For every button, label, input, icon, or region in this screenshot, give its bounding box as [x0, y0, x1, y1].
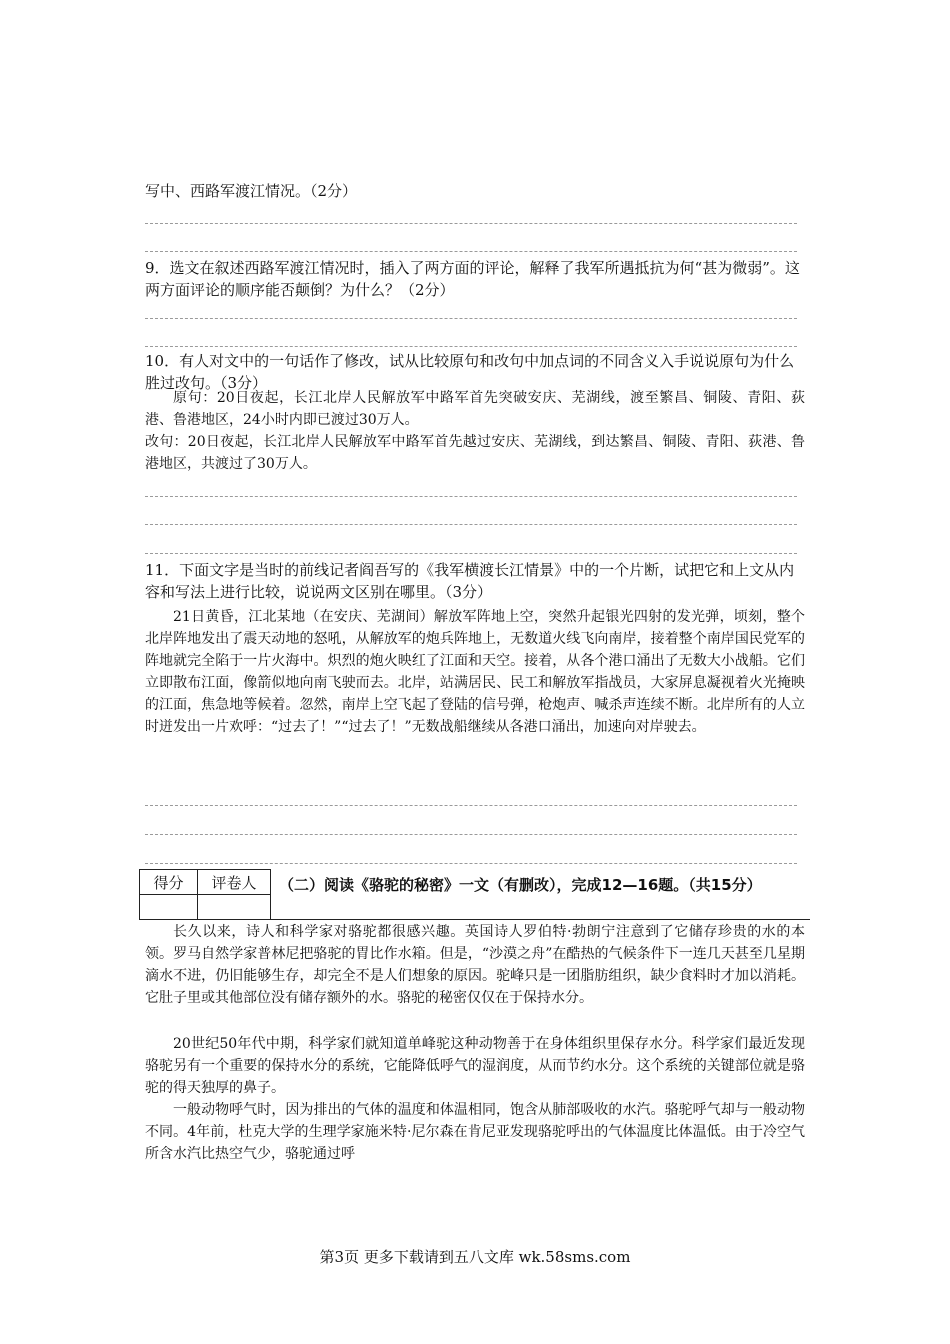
question-11: 11．下面文字是当时的前线记者阎吾写的《我军横渡长江情景》中的一个片断，试把它和上文从内容和写法上进行比较，说说两文区别在哪里。（3分） — [145, 561, 795, 601]
question-10: 10．有人对文中的一句话作了修改，试从比较原句和改句中加点词的不同含义入手说说原句为什么胜过改句。（3分） — [145, 352, 795, 392]
original-sentence: 原句：20日夜起，长江北岸人民解放军中路军首先突破安庆、芜湖线，渡至繁昌、铜陵、青阳、荻港、鲁港地区，24小时内即已渡过30万人。 — [145, 390, 805, 428]
grader-cell[interactable] — [198, 895, 271, 920]
grader-header: 评卷人 — [198, 870, 271, 895]
score-header: 得分 — [140, 870, 198, 895]
score-cell[interactable] — [140, 895, 198, 920]
answer-line — [145, 863, 797, 864]
answer-line — [145, 223, 797, 224]
revised-sentence: 改句：20日夜起，长江北岸人民解放军中路军首先越过安庆、芜湖线，到达繁昌、铜陵、青阳、荻港、鲁港地区，共渡过了30万人。 — [145, 434, 805, 472]
camel-paragraph-1: 长久以来，诗人和科学家对骆驼都很感兴趣。英国诗人罗伯特·勃朗宁注意到了它储存珍贵的水的本领。罗马自然学家普林尼把骆驼的胃比作水箱。但是，“沙漠之舟”在酷热的气候条件下一连几天甚至几星期滴水不进，仍旧能够生存，却完全不是人们想象的原因。驼峰只是一团脂肪组织，缺少食料时才加以消耗。它肚子里或其他部位没有储存额外的水。骆驼的秘密仅仅在于保持水分。 — [145, 924, 805, 1006]
question-9: 9．选文在叙述西路军渡江情况时，插入了两方面的评论，解释了我军所遇抵抗为何“甚为微弱”。这两方面评论的顺序能否颠倒？为什么？（2分） — [145, 259, 800, 299]
q8-tail: 写中、西路军渡江情况。（2分） — [145, 182, 358, 200]
answer-line — [145, 524, 797, 525]
question-11-passage: 21日黄昏，江北某地（在安庆、芜湖间）解放军阵地上空，突然升起银光四射的发光弹，顷刻，整个北岸阵地发出了震天动地的怒吼，从解放军的炮兵阵地上，无数道火线飞向南岸，接着整个南岸国民党军的阵地就完全陷于一片火海中。炽烈的炮火映红了江面和天空。接着，从各个港口涌出了无数大小战船。它们立即散布江面，像箭似地向南飞驶而去。北岸，站满居民、民工和解放军指战员，大家屏息凝视着火光掩映的江面，焦急地等候着。忽然，南岸上空飞起了登陆的信号弹，枪炮声、喊杀声连续不断。北岸所有的人立时迸发出一片欢呼：“过去了！”“过去了！”无数战船继续从各港口涌出，加速向对岸驶去。 — [145, 609, 805, 735]
answer-line — [145, 805, 797, 806]
answer-line — [145, 834, 797, 835]
page-footer: 第3页 更多下载请到五八文库 wk.58sms.com — [319, 1248, 631, 1266]
answer-line — [145, 553, 797, 554]
answer-line — [145, 346, 797, 347]
section-2-title: （二）阅读《骆驼的秘密》一文（有删改），完成12—16题。（共15分） — [279, 876, 762, 894]
score-table — [139, 869, 271, 920]
camel-paragraph-3: 一般动物呼气时，因为排出的气体的温度和体温相同，饱含从肺部吸收的水汽。骆驼呼气却与一般动物不同。4年前，杜克大学的生理学家施米特·尼尔森在肯尼亚发现骆驼呼出的气体温度比体温低。由于冷空气所含水汽比热空气少，骆驼通过呼 — [145, 1102, 805, 1162]
camel-paragraph-2: 20世纪50年代中期，科学家们就知道单峰驼这种动物善于在身体组织里保存水分。科学家们最近发现骆驼另有一个重要的保持水分的系统，它能降低呼气的湿润度，从而节约水分。这个系统的关键部位就是骆驼的得天独厚的鼻子。 — [145, 1036, 805, 1096]
answer-line — [145, 496, 797, 497]
answer-line — [145, 318, 797, 319]
section-divider — [270, 919, 810, 920]
answer-line — [145, 251, 797, 252]
